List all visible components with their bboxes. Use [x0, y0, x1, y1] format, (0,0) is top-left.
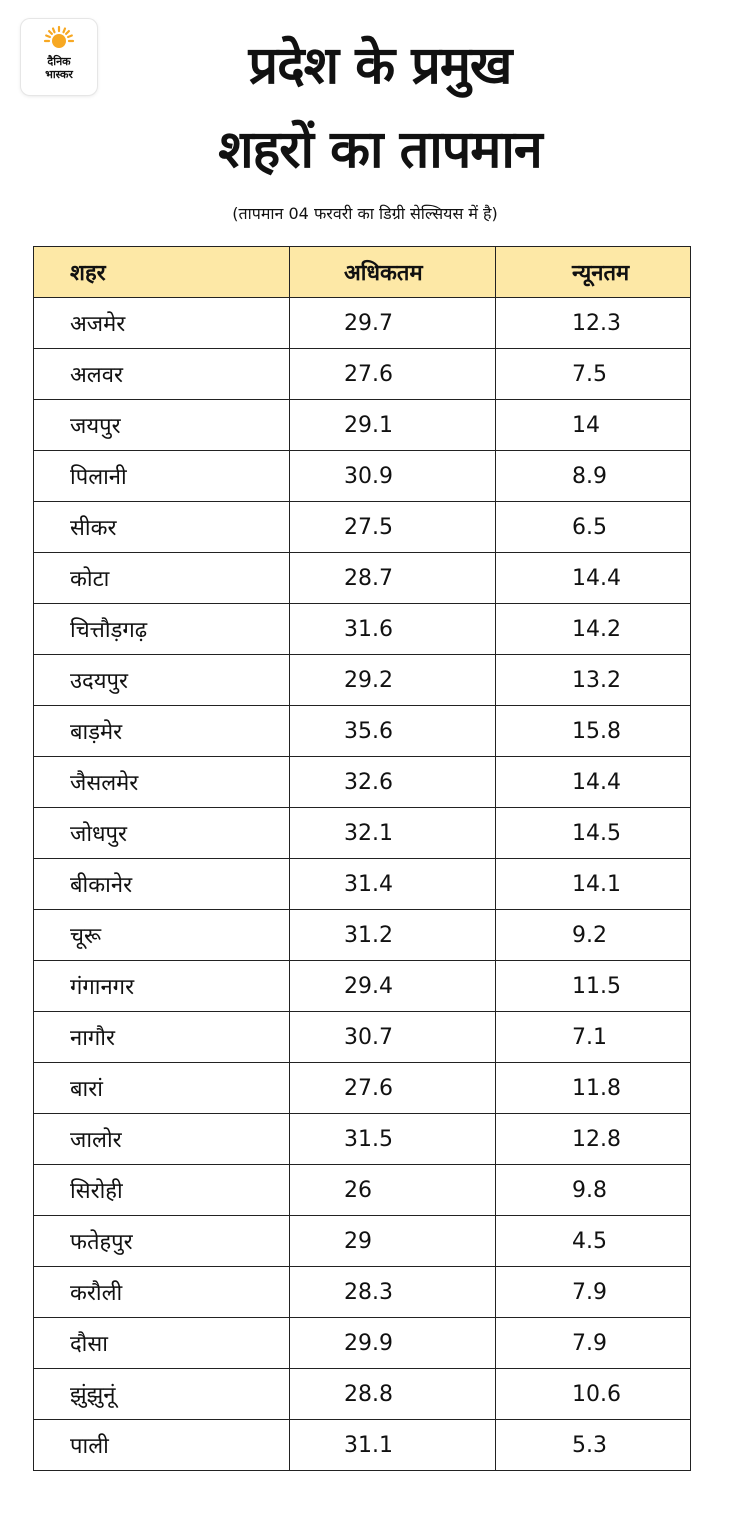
- table-row: [34, 1267, 691, 1318]
- min-temp-cell: 14.1: [496, 859, 691, 910]
- header-max-temp: अधिकतम: [290, 247, 496, 298]
- max-temp-cell: 29.9: [290, 1318, 496, 1369]
- table-row: [34, 961, 691, 1012]
- logo-text-line2: भास्कर: [45, 68, 73, 81]
- logo-text-line1: दैनिक: [47, 55, 71, 68]
- max-temp-cell: 29: [290, 1216, 496, 1267]
- min-temp-cell: 9.8: [496, 1165, 691, 1216]
- min-temp-cell: 14.4: [496, 757, 691, 808]
- city-cell: गंगानगर: [34, 961, 290, 1012]
- table-header: [34, 247, 691, 298]
- city-cell: फतेहपुर: [34, 1216, 290, 1267]
- max-temp-cell: 31.6: [290, 604, 496, 655]
- city-cell: अजमेर: [34, 298, 290, 349]
- max-temp-cell: 31.5: [290, 1114, 496, 1165]
- min-temp-cell: 9.2: [496, 910, 691, 961]
- city-cell: जैसलमेर: [34, 757, 290, 808]
- max-temp-cell: 28.8: [290, 1369, 496, 1420]
- table-row: [34, 553, 691, 604]
- min-temp-cell: 7.1: [496, 1012, 691, 1063]
- table-row: [34, 1114, 691, 1165]
- header-city: शहर: [34, 247, 290, 298]
- city-cell: चूरू: [34, 910, 290, 961]
- city-cell: चित्तौड़गढ़: [34, 604, 290, 655]
- table-row: [34, 1063, 691, 1114]
- max-temp-cell: 32.1: [290, 808, 496, 859]
- header-min-temp: न्यूनतम: [496, 247, 691, 298]
- table-row: [34, 1012, 691, 1063]
- max-temp-cell: 31.2: [290, 910, 496, 961]
- max-temp-cell: 29.4: [290, 961, 496, 1012]
- city-cell: झुंझुनूं: [34, 1369, 290, 1420]
- min-temp-cell: 7.9: [496, 1267, 691, 1318]
- city-cell: अलवर: [34, 349, 290, 400]
- table-row: [34, 1216, 691, 1267]
- min-temp-cell: 11.5: [496, 961, 691, 1012]
- min-temp-cell: 8.9: [496, 451, 691, 502]
- table-row: [34, 604, 691, 655]
- table-row: [34, 1420, 691, 1471]
- city-cell: नागौर: [34, 1012, 290, 1063]
- city-cell: सीकर: [34, 502, 290, 553]
- city-cell: सिरोही: [34, 1165, 290, 1216]
- table-row: [34, 451, 691, 502]
- min-temp-cell: 13.2: [496, 655, 691, 706]
- min-temp-cell: 7.5: [496, 349, 691, 400]
- table-row: [34, 400, 691, 451]
- table-row: [34, 757, 691, 808]
- max-temp-cell: 28.3: [290, 1267, 496, 1318]
- min-temp-cell: 12.8: [496, 1114, 691, 1165]
- sun-icon: [42, 25, 76, 55]
- table-row: [34, 349, 691, 400]
- city-cell: कोटा: [34, 553, 290, 604]
- page-title-line1: प्रदेश के प्रमुख: [248, 36, 512, 96]
- max-temp-cell: 29.7: [290, 298, 496, 349]
- city-cell: करौली: [34, 1267, 290, 1318]
- max-temp-cell: 27.5: [290, 502, 496, 553]
- table-row: [34, 298, 691, 349]
- min-temp-cell: 14.4: [496, 553, 691, 604]
- table-row: [34, 655, 691, 706]
- city-cell: जोधपुर: [34, 808, 290, 859]
- min-temp-cell: 7.9: [496, 1318, 691, 1369]
- max-temp-cell: 31.4: [290, 859, 496, 910]
- table-row: [34, 502, 691, 553]
- min-temp-cell: 14.2: [496, 604, 691, 655]
- max-temp-cell: 27.6: [290, 1063, 496, 1114]
- min-temp-cell: 11.8: [496, 1063, 691, 1114]
- max-temp-cell: 27.6: [290, 349, 496, 400]
- min-temp-cell: 6.5: [496, 502, 691, 553]
- min-temp-cell: 14.5: [496, 808, 691, 859]
- table-row: [34, 910, 691, 961]
- min-temp-cell: 4.5: [496, 1216, 691, 1267]
- city-cell: उदयपुर: [34, 655, 290, 706]
- table-row: [34, 1318, 691, 1369]
- table-body: [34, 298, 691, 1471]
- min-temp-cell: 5.3: [496, 1420, 691, 1471]
- max-temp-cell: 28.7: [290, 553, 496, 604]
- city-cell: दौसा: [34, 1318, 290, 1369]
- max-temp-cell: 29.2: [290, 655, 496, 706]
- min-temp-cell: 14: [496, 400, 691, 451]
- table-row: [34, 808, 691, 859]
- city-cell: जालोर: [34, 1114, 290, 1165]
- min-temp-cell: 10.6: [496, 1369, 691, 1420]
- table-row: [34, 1369, 691, 1420]
- city-cell: बीकानेर: [34, 859, 290, 910]
- max-temp-cell: 30.9: [290, 451, 496, 502]
- table-row: [34, 1165, 691, 1216]
- table-row: [34, 859, 691, 910]
- max-temp-cell: 35.6: [290, 706, 496, 757]
- max-temp-cell: 31.1: [290, 1420, 496, 1471]
- table-row: [34, 706, 691, 757]
- city-cell: बाड़मेर: [34, 706, 290, 757]
- max-temp-cell: 32.6: [290, 757, 496, 808]
- city-cell: बारां: [34, 1063, 290, 1114]
- page-subtitle: (तापमान 04 फरवरी का डिग्री सेल्सियस में है): [232, 204, 498, 223]
- city-cell: जयपुर: [34, 400, 290, 451]
- page-title-line2: शहरों का तापमान: [218, 120, 542, 180]
- header-row: [34, 247, 691, 298]
- temperature-table: [33, 246, 691, 1471]
- min-temp-cell: 15.8: [496, 706, 691, 757]
- max-temp-cell: 30.7: [290, 1012, 496, 1063]
- max-temp-cell: 29.1: [290, 400, 496, 451]
- min-temp-cell: 12.3: [496, 298, 691, 349]
- city-cell: पाली: [34, 1420, 290, 1471]
- dainik-bhaskar-logo: [21, 19, 97, 95]
- city-cell: पिलानी: [34, 451, 290, 502]
- max-temp-cell: 26: [290, 1165, 496, 1216]
